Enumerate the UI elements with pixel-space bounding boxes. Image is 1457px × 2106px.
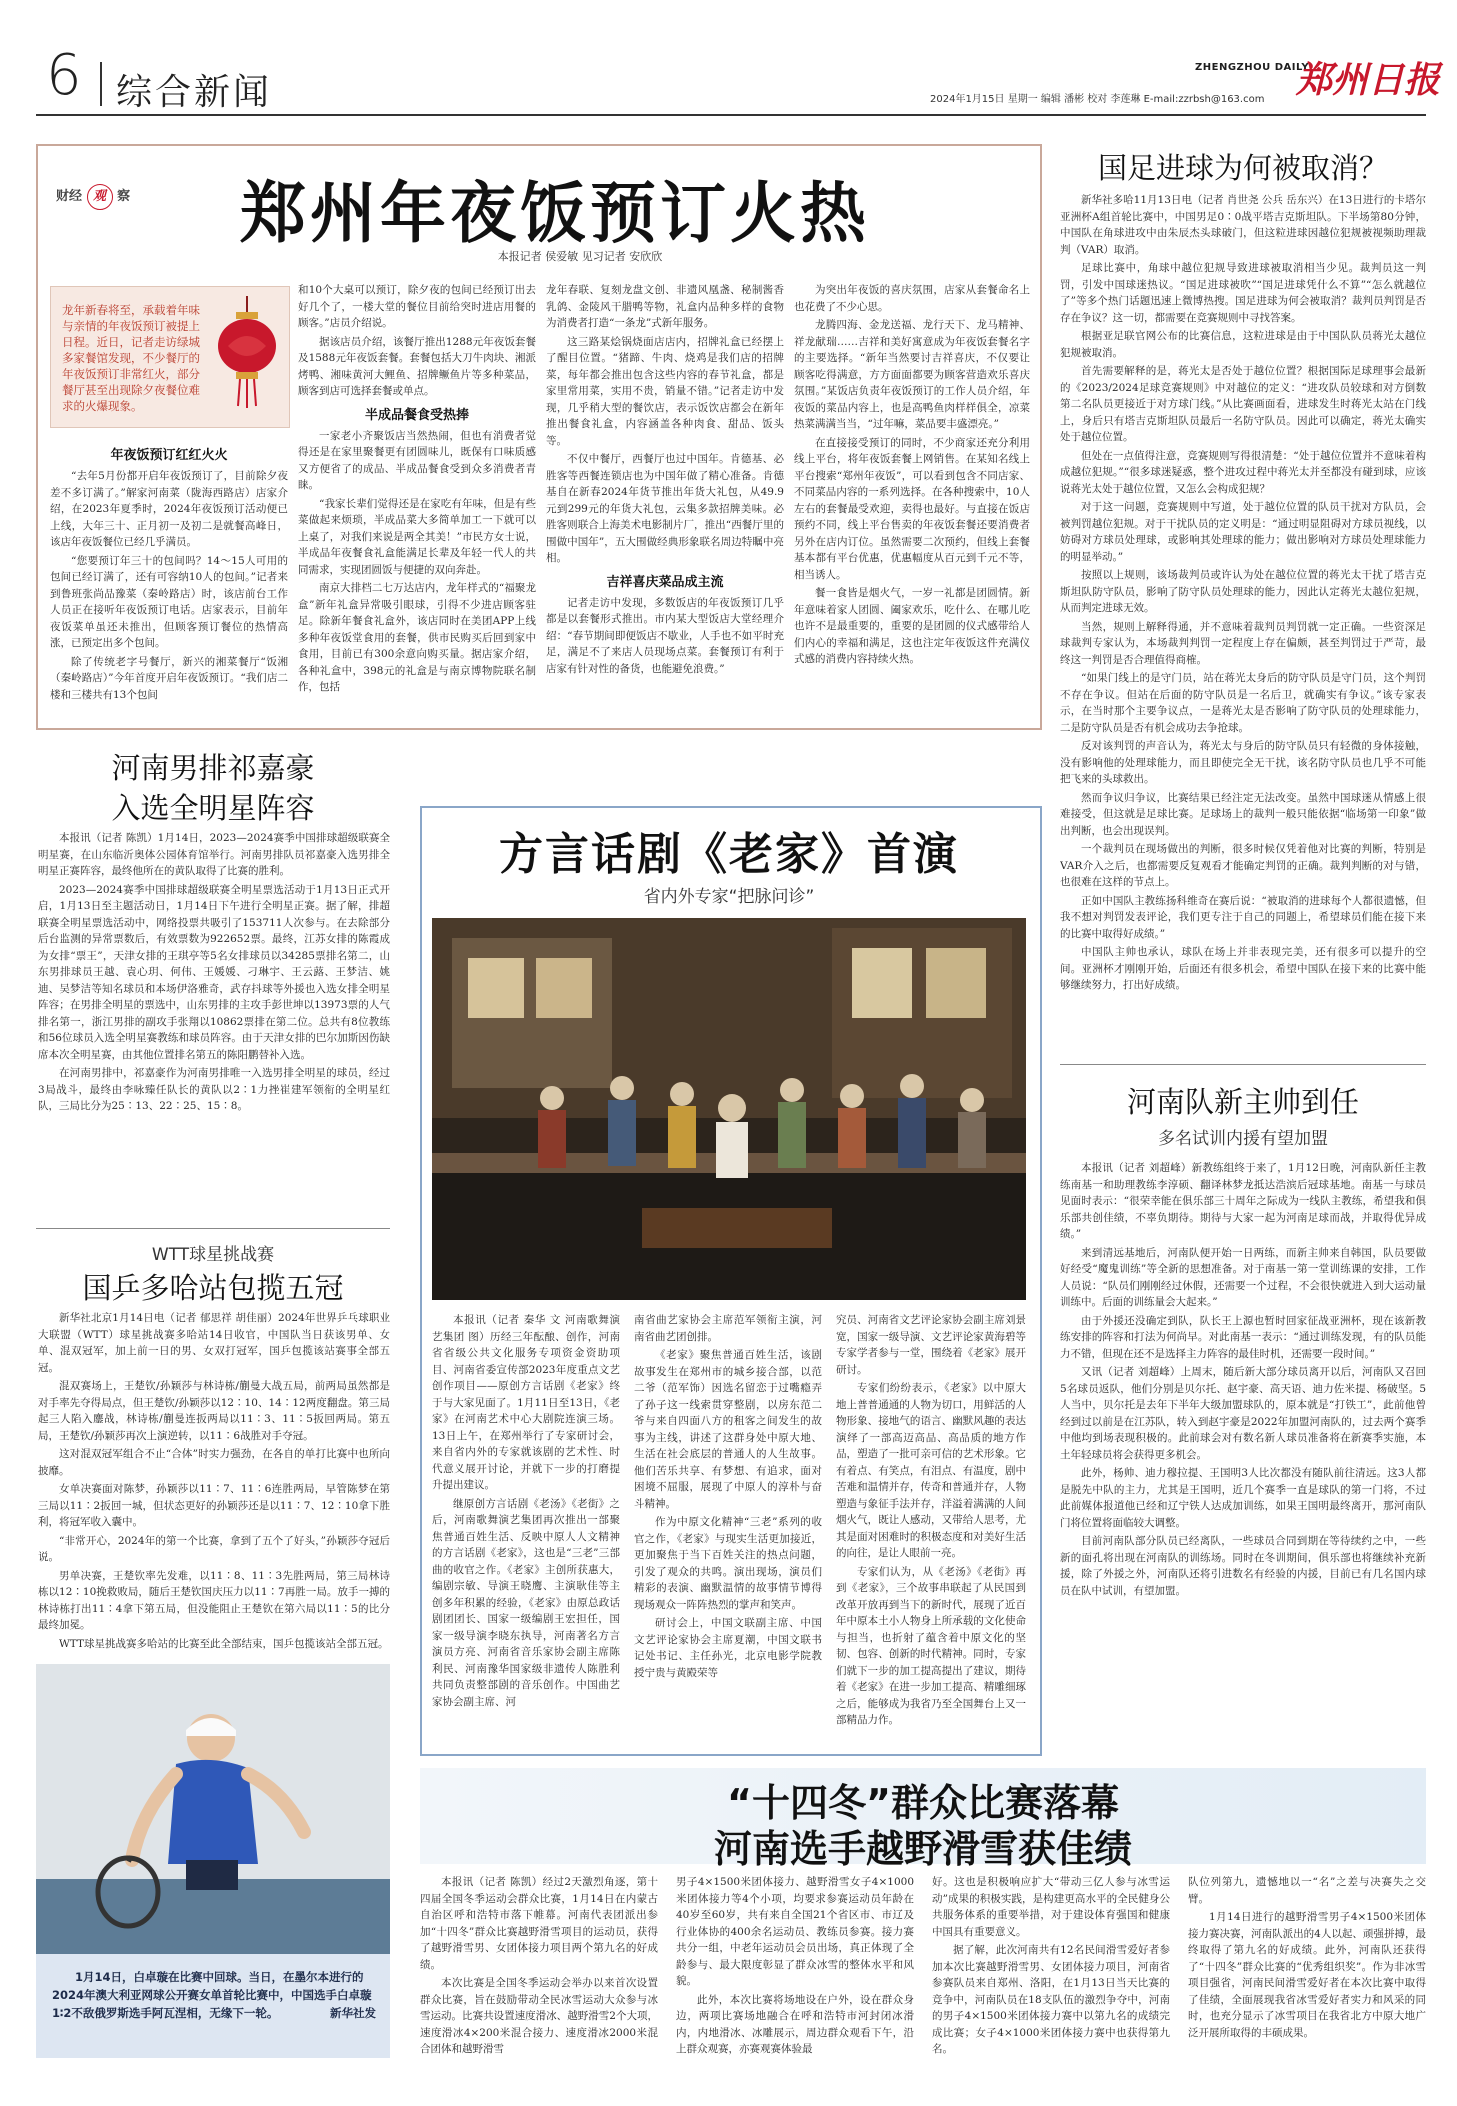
paragraph: 本报讯（记者 刘超峰）新教练组终于来了，1月12日晚，河南队新任主教练南基一和助理教练李淳硕、翻译林梦龙抵达浩滨后冠球基地。南基一与球员见面时表示：“很荣幸能在俱乐部三十周年之际成为一线队主教练，希望我和俱乐部共创佳绩，不辜负期待。期待与大家一起为河南足球而战，并取得优异成绩。” [1060,1162,1426,1240]
winter-headline-2: 河南选手越野滑雪获佳绩 [713,1827,1132,1871]
paragraph: 队位列第九，遗憾地以一“名”之差与决赛失之交臂。 [1188,1876,1426,1905]
paragraph: 餐一食皆是烟火气，一岁一礼都是团圆情。新年意味着家人团圆、阖家欢乐，吃什么、在哪儿吃也许不是最重要的，重要的是团圆的仪式感带给人们内心的幸福和满足，这也注定年夜饭这件充满仪式感的消费内容持续火热。 [794,587,1030,665]
winter-col-1 [420,1874,658,2064]
paragraph: 男单决赛，王楚钦率先发难，以11∶8、11∶3先胜两局，第三局林诗栋以12∶10挽救败局，随后王楚钦国庆压力以11∶7再胜一局。放手一搏的林诗栋打出11∶4拿下第五局，但没能阻止王楚钦在第六局以11∶5的比分最终加冕。 [38,1569,390,1631]
paragraph: 继原创方言话剧《老汤》《老街》之后，河南歌舞演艺集团再次推出一部聚焦普通百姓生活、反映中原人人文精神的方言话剧《老家》，这也是“三老”三部曲的收官之作。《老家》主创所获惠大，编剧宗敏、导演王晓鹰、主演耿佳等主创多年积累的经验，《老家》由原总政话剧团团长、国家一级编剧王宏担任，国家一级导演李晓东执导，河南著名方言演员方亮、河南省音乐家协会副主席陈利民、河南豫华国家级非遗传人陈胜利共同负责整部剧的音乐创作。中国曲艺家协会副主席、河 [432,1497,620,1708]
page-number: 6 [46,43,82,108]
paragraph: 记者走访中发现，多数饭店的年夜饭预订几乎都是以套餐形式推出。市内某大型饭店大堂经理介绍：“春节期间即便饭店不歇业，人手也不如平时充足，满足不了来店人员现场点菜。套餐预订有利于店家有针对性的备货，也能避免浪费。” [546,596,784,675]
paragraph: 《老家》聚焦普通百姓生活，该剧故事发生在郑州市的城乡接合部，以范二爷（范军饰）因选名留恋于过嘴瘾弄了孙子这一线索贯穿整剧，以房东范二爷与来自四面八方的租客之间发生的故事为主线，讲述了这群身处中原大地、生活在社会底层的普通人的人生故事。他们苦乐共享、有梦想、有追求，面对困境不屈服，展现了中原人的淳朴与奋斗精神。 [634,1349,822,1510]
dinner-subhead-2: 半成品餐食受热捧 [364,407,469,423]
column-tag-left: 财经 [56,189,83,204]
column-tag-circle: 观 [87,184,113,210]
winter-headline-1: “十四冬”群众比赛落幕 [727,1781,1119,1825]
paragraph: “非常开心，2024年的第一个比赛，拿到了五个了好头，”孙颖莎夺冠后说。 [38,1534,390,1563]
paragraph: 本报讯（记者 陈凯）1月14日，2023—2024赛季中国排球超级联赛全明星赛，在山东临沂奥体公园体育馆举行。河南男排队员祁嘉豪入选男排全明星正赛阵容，最终他所在的黄队取得了比赛的胜利。 [38,832,390,877]
paragraph: 这对混双冠军组合不止“合体”时实力强劲，在各自的单打比赛中也所向披靡。 [38,1448,390,1477]
paragraph: 1月14日进行的越野滑雪男子4×1500米团体接力赛决赛，河南队派出的4人以起、顽强拼搏，最终取得了第九名的好成绩。此外，河南队还获得了“十四冬”群众比赛的“优秀组织奖”。作为非冰雪项目强省，河南民间滑雪爱好者在本次比赛中取得了佳绩，全面展现我省冰雪爱好者实力和风采的同时，也充分显示了冰雪项目在我省北方中原大地广泛开展所取得的丰硕成果。 [1188,1911,1426,2039]
paragraph: 按照以上规则，该场裁判员或许认为处在越位位置的蒋光太干扰了塔吉克斯坦队防守队员，影响了防守队员处理球的能力，因此认定蒋光太越位犯规，从而判定进球无效。 [1060,569,1426,614]
dinner-subhead-3: 吉祥喜庆菜品成主流 [606,574,724,590]
paragraph: “我家长辈们觉得还是在家吃有年味，但是有些菜做起来烦琐，半成品菜大多简单加工一下就可以上桌了，对我们来说是两全其美！”市民方女士说，半成品年夜餐食礼盒能满足长辈及年轻一代人的共同需求，实现团圆饭与便捷的双向奔赴。 [298,497,536,576]
drama-headline: 方言话剧《老家》首演 [499,829,959,880]
paragraph: 本报讯（记者 秦华 文 河南歌舞演艺集团 图）历经三年酝酿、创作，河南省省级公共文化服务专项资金资助项目、河南省委宣传部2023年度重点文艺创作项目——原创方言话剧《老家》终于与大家见面了。1月11日至13日，《老家》在河南艺术中心大剧院连演三场。13日上午，在郑州举行了专家研讨会，来自省内外的专家就该剧的艺术性、时代意义展开讨论，并就下一步的打磨提升提出建议。 [432,1314,620,1491]
paragraph: 为突出年夜饭的喜庆氛围，店家从套餐命名上也花费了不少心思。 [794,284,1030,313]
paragraph: 在河南男排中，祁嘉豪作为河南男排唯一入选男排全明星的球员，经过3局战斗，最终由李咏臻任队长的黄队以2∶1力挫崔建军领衔的全明星红队，三局比分为25∶13、22∶25、15∶8。 [38,1067,390,1112]
paragraph: 和10个大桌可以预订，除夕夜的包间已经预订出去好几个了，一楼大堂的餐位目前给突时进店用餐的顾客。”店员介绍说。 [298,284,536,329]
paragraph: 正如中国队主教练扬科维奇在赛后说：“被取消的进球每个人都很遗憾，但我不想对判罚发表评论，我们更专注于自己的同题上，希望球员们能在接下来的比赛中取得好成绩。” [1060,894,1426,940]
paragraph: 在直接接受预订的同时，不少商家还充分利用线上平台，将年夜饭套餐上网销售。在某知名线上平台搜索“郑州年夜饭”，可以看到包含不同店家、不同菜品内容的一系列选择。在各种搜索中，10人左右的套餐最受欢迎，卖得也最好。与直接在饭店预约不同，线上平台售卖的年夜饭套餐还要消费者另外在店内订位。虽然需要二次预约，但线上套餐基本都有平台优惠，优惠幅度从百元到千元不等，相当诱人。 [794,436,1030,581]
tt-body [38,1310,390,1650]
paragraph: 作为中原文化精神“三老”系列的收官之作，《老家》与现实生活更加接近，更加聚焦于当下百姓关注的热点问题，引发了观众的共鸣。演出现场，演员们精彩的表演、幽默温情的故事情节博得现场观众一阵阵热烈的掌声和笑声。 [634,1516,822,1611]
paragraph: 南省曲艺家协会主席范军领衔主演，河南省曲艺团创排。 [634,1314,822,1343]
paragraph: 这三路某烩锅烧面店店内，招牌礼盒已经摆上了醒目位置。“猪蹄、牛肉、烧鸡是我们店的招牌菜，每年都会推出包含这些内容的春节礼盒，都是家里常用菜，实用不贵，销量不错。”记者走访中发现，几乎稍大型的餐饮店，表示饭饮店都会在新年推出餐食礼盒，内容涵盖各种肉食、甜品、饭头等。 [546,335,784,447]
paragraph: 足球比赛中，角球中越位犯规导致进球被取消相当少见。裁判员这一判罚，引发中国球迷热议。“国足进球被吹”“国足进球凭什么不算”“怎么就越位了”等多个热门话题迅速上微博热搜。国足进球为何会被取消？裁判员判罚是否存在争议？这一切，都需要在竞赛规则中寻找答案。 [1060,262,1426,324]
paragraph: 专家们认为，从《老汤》《老街》再到《老家》，三个故事串联起了从民国到改革开放再到当下的新时代，展现了近百年中原本土小人物身上所承载的文化使命与担当，也折射了蕴含着中原文化的坚韧、包容、创新的时代精神。同时，专家们就下一步的加工提高提出了建议，期待着《老家》在进一步加工提高、精雕细琢之后，能够成为我省乃至全国舞台上又一部精品力作。 [836,1565,1026,1726]
paragraph: 目前河南队部分队员已经离队，一些球员合同到期在等待续约之中，一些新的面孔将出现在河南队的训练场。同时在冬训期间，俱乐部也将继续补充新援，除了外援之外，河南队还将引进数名有经验的内援，目前已有几名国内球员在队中试训，有望加盟。 [1060,1535,1426,1597]
paragraph: 龙年春联、复刻龙盘文创、非遗风凰盏、秘制酱香乳鸽、金陵风干腊鸭等物，礼盒内品种多样的食物为消费者打造“一条龙”式新年服务。 [546,284,784,329]
paragraph: 据该店员介绍，该餐厅推出1288元年夜饭套餐及1588元年夜饭套餐。套餐包括大刀牛肉块、湘派烤鸭、湘味黄河大鲤鱼、招牌鳜鱼片等多种菜品，顾客到店可选择套餐或单点。 [298,335,536,397]
paragraph: 不仅中餐厅，西餐厅也过中国年。肯德基、必胜客等西餐连锁店也为中国年做了精心准备。肯德基自在新春2024年货节推出年货大礼包，从49.9元到299元的年货大礼包，云集多款招牌美味。必胜客则联合上海美术电影制片厂，推出“西餐厅里的围做中国年”，五大围做经典形象联名周边特瞩中亮相。 [546,453,784,564]
dinner-byline: 本报记者 侯爱敏 见习记者 安欣欣 [497,250,663,263]
paragraph: 2023—2024赛季中国排球超级联赛全明星票选活动于1月13日正式开启，1月13日至主题活动日，1月14日下午进行全明星正赛。据了解，排超联赛全明星票选活动中，网络投票共吸引了153711人次参与。在去除部分后台监测的异常票数后，有效票数为922652票。最终，江苏女排的陈霞成为女排“票王”，天津女排的王琪亭等5名女排球员以34285票排名第二，山东男排球员王越、袁心玥、何伟、王媛媛、刁琳宇、王云蕗、王梦洁、姚迪、吴梦洁等知名球员和本场伊洛雅奇，武存抖球等外援也入选女排全明星阵容；在男排全明星的票选中，山东男排的主攻手彭世坤以13973票的人气排名第一，浙江男排的副攻手张翔以10862票排在第二位。总共有8位教练和56位球员入选全明星赛教练和球员阵容。由于天津女排的巴尔加斯因伤缺席本次全明星赛，由其他位置排名第五的陈阳鹏替补入选。 [38,883,390,1061]
paragraph: 研讨会上，中国文联副主席、中国文艺评论家协会主席夏潮，中国文联书记处书记、主任孙光，北京电影学院教授宁贵与黄殿荣等 [634,1617,822,1679]
paper-logo: 郑州日报 [1296,59,1441,101]
paragraph: 新华社多哈11月13日电（记者 肖世尧 公兵 岳东兴）在13日进行的卡塔尔亚洲杯A组首轮比赛中，中国男足0∶0战平塔吉克斯坦队。下半场第80分钟，中国队在角球进攻中由朱辰杰头球破门，但这粒进球因越位犯规被视频助理裁判（VAR）取消。 [1060,194,1426,256]
paragraph: “如果门线上的是守门员，站在蒋光太身后的防守队员是守门员，这个判罚不存在争议。但站在后面的防守队员是一名后卫，就确实有争议。”该专家表示，在当时那个主要争议点，一是蒋光太是否影响了防守队员的处理球能力，二是防守队员是否有机会成功去争抢球。 [1060,672,1426,734]
paragraph: 新华社北京1月14日电（记者 郁思祥 胡佳丽）2024年世界乒乓球职业大联盟（WTT）球星挑战赛多哈站14日收官，中国队当日获该男单、女单、混双冠军，加上前一日的男、女双打冠军，国乒包揽该站赛事全部五冠。 [38,1312,390,1374]
paragraph: 除了传统老字号餐厅，新兴的湘菜餐厅“饭湘（秦岭路店）”今年首度开启年夜饭预订。“我们店二楼和三楼共有13个包间 [50,655,288,701]
tennis-caption-text: 1月14日，白卓璇在比赛中回球。当日，在墨尔本进行的2024年澳大利亚网球公开赛女单首轮比赛中，中国选手白卓璇1∶2不敌俄罗斯选手阿瓦涅相，无缘下一轮。 [52,1970,372,2020]
football-body [1060,192,1426,1054]
tt-headline: 国乒多哈站包揽五冠 [82,1271,344,1305]
football-headline: 国足进球为何被取消？ [1097,151,1388,185]
volleyball-body [38,830,390,1222]
paragraph: 但处在一点值得注意，竞赛规则写得很清楚：“处于越位位置并不意味着构成越位犯规。”“很多球迷疑惑，整个进攻过程中蒋光太并至都没有碰到球，应该说蒋光太处于越位位置，又怎么会构成犯规？ [1060,449,1426,495]
coach-body [1060,1160,1426,1742]
column-tag-right: 察 [117,189,131,204]
paragraph: 一家老小齐聚饭店当然热闹，但也有消费者觉得还是在家里聚餐更有团圆味儿，既保有口味质感又方便省了的成品、半成品餐食受到众多消费者青睐。 [298,429,536,491]
lead-text: 龙年新春将至，承载着年味与亲情的年夜饭预订被提上日程。近日，记者走访绿城多家餐馆发现，不少餐厅的年夜饭预订非常红火，部分餐厅甚至出现除夕夜餐位难求的火爆现象。 [62,303,200,413]
masthead-rule [36,114,1426,116]
paragraph: 据了解，此次河南共有12名民间滑雪爱好者参加本次比赛越野滑雪男、女团体接力项目，河南省参赛队员来自郑州、洛阳，在1月13日当天比赛的竞争中，河南队员在18支队伍的激烈争夺中，河南的男子4×1500米团体接力赛中以第九名的成绩完成比赛；女子4×1000米团体接力赛中也获得第九名。 [932,1944,1170,2055]
winter-col-4 [1188,1874,1426,2064]
paragraph: 根据亚足联官网公布的比赛信息，这粒进球是由于中国队队员蒋光太越位犯规被取消。 [1060,330,1426,359]
lantern-icon [214,296,280,412]
paragraph: “您要预订年三十的包间吗？14～15人可用的包间已经订满了，还有可容纳10人的包间。”记者来到鲁班张尚品豫菜（秦岭路店）时，该店前台工作人员正在接听年夜饭预订电话。店家表示，目前年夜饭菜单虽还未推出，但顾客预订餐位的热情高涨，已预定出多个包间。 [50,554,288,649]
paragraph: 由于外援还没确定到队，队长王上源也暂时回家征战亚洲杯，现在该新教练安排的阵容和打法为何尚早。对此南基一表示：“通过训练发现，有的队员能力不错，但现在还不是选择主力阵容的最佳时机，还需要一段时间。” [1060,1314,1426,1360]
paragraph: 好。这也是积极响应扩大“带动三亿人参与冰雪运动”成果的积极实践，是构建更高水平的全民健身公共服务体系的重要举措，对于建设体育强国和健康中国具有重要意义。 [932,1876,1170,1938]
paragraph: 女单决赛面对陈梦，孙颖莎以11∶7、11∶6连胜两局，早管陈梦在第三局以11∶2扳回一城，但状态更好的孙颖莎还是以11∶7、12∶10拿下胜利，将冠军收入囊中。 [38,1483,390,1528]
paragraph: 此外，本次比赛将场地设在户外，设在群众身边，两项比赛场地融合在呼和浩特市河封闭冰滑内，内地滑冰、冰雕展示，周边群众观看下午，沿上群众观赛，亦赛观赛体验最 [676,1993,914,2055]
coach-headline: 河南队新主帅到任 [1126,1085,1359,1119]
paragraph: 来到清远基地后，河南队便开始一日两练，而新主帅来自韩国，队员要做好经受“魔鬼训练”等全新的思想准备。对于南基一第一堂训练课的安排，工作人员说：“队员们刚刚经过休假，还需要一个过程，不会很快就进入到大运动量训练中。后面的训练量会大起来。” [1060,1246,1426,1308]
paragraph: WTT球星挑战赛多哈站的比赛至此全部结束，国乒包揽该站全部五冠。 [59,1637,389,1650]
paragraph: 然而争议归争议，比赛结果已经注定无法改变。虽然中国球迷从情感上很难接受，但这就是足球比赛。足球场上的裁判一般只能依据“临场第一印象”做出判断，也会出现误判。 [1060,791,1426,837]
volleyball-headline-2: 入选全明星阵容 [111,791,315,825]
dinner-col-1 [50,440,288,722]
paragraph: 中国队主帅也承认，球队在场上并非表现完美，还有很多可以提升的空间。亚洲杯才刚刚开始，后面还有很多机会，希望中国队在接下来的比赛中能够继续努力，打出好成绩。 [1060,946,1426,991]
dinner-col-3 [546,282,784,722]
tennis-caption [52,1968,376,2022]
paragraph: 南京大排档二七万达店内，龙年样式的“福聚龙盒”新年礼盒异常吸引眼球，引得不少进店顾客驻足。除新年餐食礼盒外，该店同时在美团APP上线多种年夜饭堂食用的套餐，供市民购买后回到家中食用，目前已有300余意向购买量。据店家介绍，各种礼盒中，398元的礼盒是与南京博物院联名制作，包括 [298,582,536,693]
paragraph: 又讯（记者 刘超峰）上周末，随后新大部分球员离开以后，河南队又召回5名球员返队，他们分别是贝尔托、赵宇豪、高天语、迪力佐米提、杨破坚。5人当中，贝尔托是去年下半年大级加盟球队的，原本就是“打铁工”，此前他曾经到过以前是在江苏队，转入到赵宇豪是2022年加盟河南队的，过去两个赛季中他均到场表现积极的。此前球会对有数名新人球员准备将在新赛季实施，本土年轻球员将会获得更多机会。 [1060,1366,1426,1461]
tt-kicker: WTT球星挑战赛 [151,1245,275,1265]
drama-subheadline: 省内外专家“把脉问诊” [643,887,815,907]
paragraph: 专家们纷纷表示，《老家》以中原大地上普普通通的人物为切口，用鲜活的人物形象、接地气的语言、幽默风趣的表达演绎了一部高迈高品、高品质的地方作品，塑造了一批可亲可信的艺术形象。它有着点、有笑点，有泪点、有温度，剧中苦难和温情并存，传奇和普通并存，人物塑造与象征手法并存，洋溢着满满的人间烟火气，既让人感动，又带给人思考，尤其是面对困难时的积极态度和对美好生活的向往，是让人眼前一亮。 [836,1382,1026,1559]
date-line: 2024年1月15日 星期一 编辑 潘彬 校对 李莲琳 E-mail:zzrbsh@163.com [930,94,1265,105]
paragraph: 龙腾四海、金龙送福、龙行天下、龙马精神、祥龙献瑞……吉祥和美好寓意成为年夜饭套餐名字的主要选择。“新年当然要讨吉祥喜庆，不仅要让顾客吃得满意，方方面面都要为顾客营造欢乐喜庆氛围。”某饭店负责年夜饭预订的工作人员介绍，年夜饭的菜品内容上，也是高鸭鱼肉样样俱全，凉菜热菜满满当当，“过年嘛，菜品要丰盛漂亮。” [794,319,1030,430]
column-tag [56,184,130,210]
dinner-headline: 郑州年夜饭预订火热 [240,175,870,252]
paragraph: 男子4×1500米团体接力、越野滑雪女子4×1000米团体接力等4个小项，均要求参赛运动员年龄在40岁至60岁，共有来自全国21个省区市、市辽及行业体协的400余名运动员、教练员参赛。接力赛共分一组，中老年运动员会员出场，真正体现了全龄参与、最大限度彰显了群众冰雪的整体水平和风貌。 [676,1876,914,1987]
drama-col-1 [432,1312,620,1746]
paragraph: 反对该判罚的声音认为，蒋光太与身后的防守队员只有轻微的身体接触，没有影响他的处理球能力，而且即使完全无干扰，该名防守队员也几乎不可能把飞来的头球救出。 [1060,740,1426,785]
masthead-divider [100,62,102,106]
winter-col-2 [676,1874,914,2064]
winter-col-3 [932,1874,1170,2064]
drama-col-2 [634,1312,822,1746]
paragraph: “去年5月份都开启年夜饭预订了，目前除夕夜差不多订满了。”解家河南菜（陇海西路店）店家介绍，在2023年夏季时，2024年夜饭预订活动便已上线，大年三十、正月初一及初二是就餐高峰日，该店年夜饭餐位已经几乎满员。 [50,470,288,548]
paragraph: 本报讯（记者 陈凯）经过2天激烈角逐，第十四届全国冬季运动会群众比赛，1月14日在内蒙古自治区呼和浩特市落下帷幕。河南代表团派出参加“十四冬”群众比赛越野滑雪项目的运动员，获得了越野滑雪男、女团体接力项目两个第九名的好成绩。 [420,1876,658,1971]
paper-name-en: ZHENGZHOU DAILY [1195,62,1310,73]
paragraph: 当然，规则上解释得通，并不意味着裁判员判罚就一定正确。一些资深足球裁判专家认为，本场裁判判罚一定程度上存在偏颇，甚至判罚过于严苛，最终这一判罚是否合理值得商榷。 [1060,620,1426,666]
tennis-photo-credit: 新华社发 [330,2006,376,2020]
drama-stage-photo [432,918,1026,1300]
dinner-col-4 [794,282,1030,722]
drama-col-3 [836,1312,1026,1746]
paragraph: 此外，杨帅、迪力穆拉提、王国明3人比次都没有随队前往清远。这3人都是脱先中队的主力，尤其是王国明，近几个赛季一直是球队的第一门将，不过此前媒体报道他已经和辽宁铁人达成加训练，如果王国明最终离开，那河南队门将位置将面临较大调整。 [1060,1467,1426,1529]
dinner-subhead-1: 年夜饭预订红红火火 [110,448,228,463]
paragraph: 本次比赛是全国冬季运动会举办以来首次设置群众比赛，旨在鼓励带动全民冰雪运动大众参与冰雪运动。比赛共设置速度滑冰、越野滑雪2个大项，速度滑冰4×200米混合接力、速度滑冰2000米混合团体和越野滑雪 [420,1977,658,2055]
dinner-col-2 [298,282,536,722]
paragraph: 对于这一问题，竞赛规则中写道，处于越位位置的队员干扰对方队员，会被判罚越位犯规。对于干扰队员的定义明是：“通过明显阻碍对方球员视线，以妨碍对方球员处理球，或影响其处理球的能力；做出影响对方球员处理球能力的明显举动。” [1060,501,1426,563]
paragraph: 究员、河南省文艺评论家协会副主席刘景宽，国家一级导演、文艺评论家黄海碧等专家学者参与一堂，围绕着《老家》展开研讨。 [836,1314,1026,1376]
rule [36,1228,390,1229]
coach-subheadline: 多名试训内援有望加盟 [1158,1129,1328,1149]
paragraph: 一个裁判员在现场做出的判断，很多时候仅凭着他对比赛的判断，特别是VAR介入之后，也都需要反复观看才能确定判罚的正确。裁判判断的对与错，也很难在这样的节点上。 [1060,843,1426,888]
tennis-photo [36,1664,390,1954]
paragraph: 首先需要解释的是，蒋光太是否处于越位位置？根据国际足球理事会最新的《2023/2024足球竞赛规则》中对越位的定义：“进攻队员较球和对方倒数第二名队员更接近于对方球门线。”从比赛画面看，进球发生时蒋光太站在门线上，身后只有塔吉克斯坦队员最后一名防守队员。因此可以确定，蒋光太确实处于越位位置。 [1060,365,1426,443]
paragraph: 混双赛场上，王楚钦/孙颖莎与林诗栋/蒯曼大战五局，前两局虽然都是对手率先夺得局点，但王楚钦/孙颖莎以12∶10、14∶12两度翻盘。第三局起三人陷入鏖战，林诗栋/蒯曼连扳两局以11∶3、11∶5扳回两局。第五局，王楚钦/孙颖莎再次上演逆转，以11∶6战胜对手夺冠。 [38,1380,390,1442]
volleyball-headline-1: 河南男排祁嘉豪 [111,751,315,785]
rule [1060,1064,1426,1065]
section-title: 综合新闻 [116,72,273,113]
